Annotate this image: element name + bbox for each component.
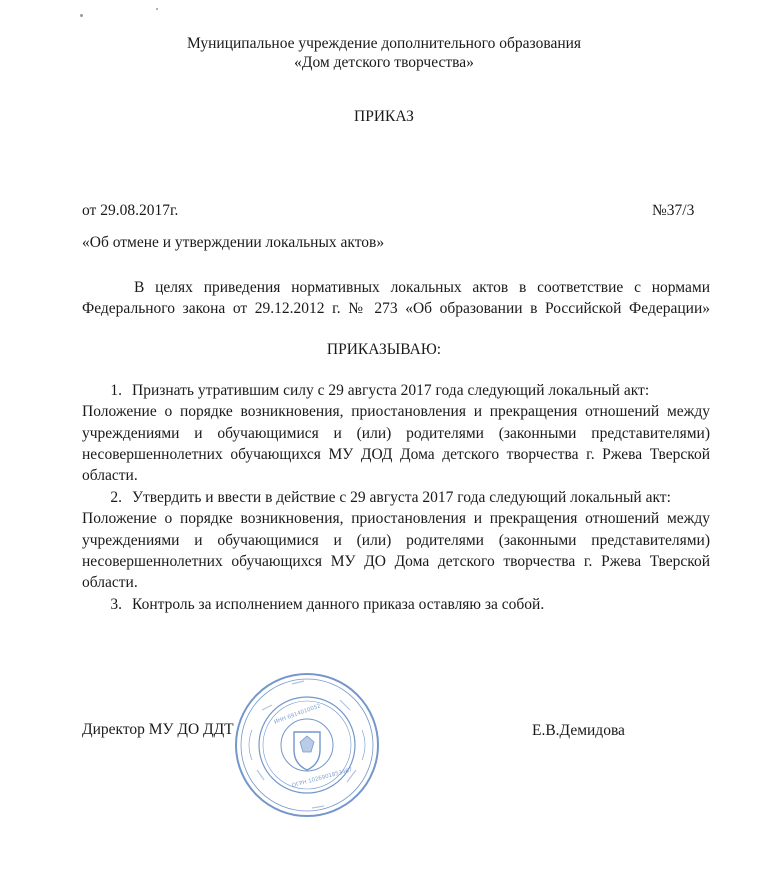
signatory-title: Директор МУ ДО ДДТ bbox=[82, 721, 234, 738]
org-name-line-2: «Дом детского творчества» bbox=[294, 54, 474, 71]
document-title: ПРИКАЗ bbox=[354, 108, 414, 125]
preamble-line-2: Федерального закона от 29.12.2012 г. № 273 «Об образовании в Российской Федерации» bbox=[82, 300, 710, 317]
order-subject: «Об отмене и утверждении локальных актов» bbox=[82, 234, 385, 251]
item-number: 2. bbox=[110, 489, 122, 506]
item-text: Контроль за исполнением данного приказа оставляю за собой. bbox=[132, 596, 545, 613]
preamble-line-1: В целях приведения нормативных локальных актов в соответствие с нормами bbox=[134, 279, 710, 296]
item-2-first-line bbox=[82, 488, 671, 508]
item-2-line-2: Положение о порядке возникновения, приостановления и прекращения отношений между bbox=[82, 510, 710, 527]
scan-speck bbox=[156, 8, 158, 10]
item-2-line-3: учреждениями и обучающимися и (или) родителями (законными представителями) bbox=[82, 532, 710, 549]
item-1-line-5: области. bbox=[82, 467, 138, 484]
item-1-line-3: учреждениями и обучающимися и (или) родителями (законными представителями) bbox=[82, 425, 710, 442]
item-number: 3. bbox=[110, 596, 122, 613]
item-1-line-4: несовершеннолетних обучающихся МУ ДОД Дома детского творчества г. Ржева Тверской bbox=[82, 446, 710, 463]
order-date: от 29.08.2017г. bbox=[82, 202, 179, 219]
official-seal-stamp bbox=[232, 670, 382, 820]
item-text: Утвердить и ввести в действие с 29 августа 2017 года следующий локальный акт: bbox=[132, 489, 671, 506]
item-text: Признать утратившим силу с 29 августа 2017 года следующий локальный акт: bbox=[132, 382, 650, 399]
scan-speck bbox=[80, 14, 83, 17]
org-name-line-1: Муниципальное учреждение дополнительного образования bbox=[186, 35, 582, 52]
signatory-name: Е.В.Демидова bbox=[532, 722, 625, 739]
item-2-line-5: области. bbox=[82, 574, 138, 591]
svg-text:ИНН 6914010052: ИНН 6914010052 bbox=[273, 703, 322, 726]
item-1-first-line bbox=[82, 381, 649, 401]
order-number: №37/3 bbox=[652, 202, 695, 219]
item-1-line-2: Положение о порядке возникновения, приостановления и прекращения отношений между bbox=[82, 403, 710, 420]
svg-text:ОГРН 1026901853467: ОГРН 1026901853467 bbox=[291, 767, 354, 790]
item-2-line-4: несовершеннолетних обучающихся МУ ДО Дома детского творчества г. Ржева Тверской bbox=[82, 553, 710, 570]
item-3-first-line bbox=[82, 595, 544, 615]
item-number: 1. bbox=[110, 382, 122, 399]
order-heading: ПРИКАЗЫВАЮ: bbox=[326, 341, 442, 358]
